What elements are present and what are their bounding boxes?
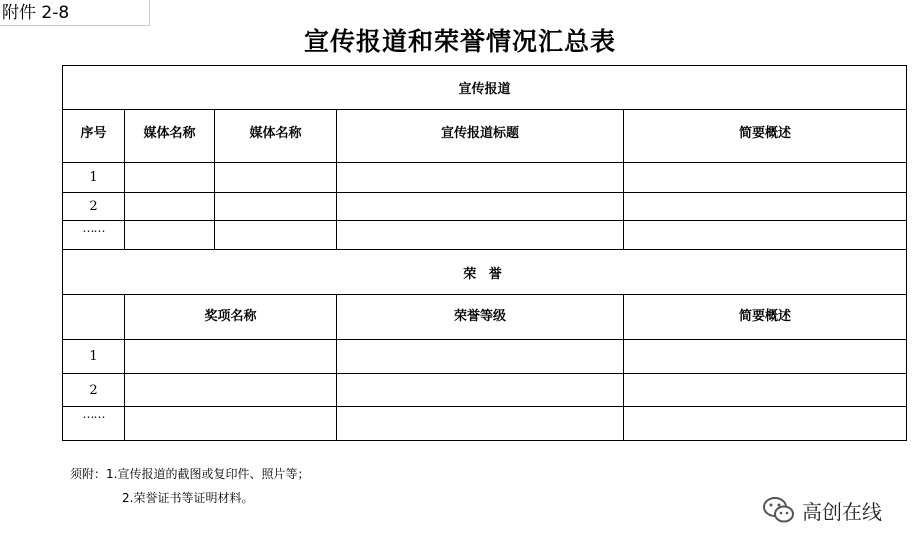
table-row: [63, 163, 907, 193]
table-cell[interactable]: [125, 407, 337, 441]
table-cell[interactable]: [624, 407, 907, 441]
row-number: 1: [63, 163, 125, 193]
table-cell[interactable]: [125, 163, 215, 193]
table-cell[interactable]: [215, 163, 337, 193]
table-cell[interactable]: [624, 221, 907, 250]
row-number: 2: [63, 374, 125, 407]
table-row: [63, 407, 907, 441]
table-row: [63, 193, 907, 221]
table-cell[interactable]: [624, 163, 907, 193]
table-cell: [63, 295, 125, 340]
publicity-heading: 宣传报道: [63, 66, 907, 110]
page-title: 宣传报道和荣誉情况汇总表: [303, 27, 616, 56]
table-cell[interactable]: [125, 193, 215, 221]
table-cell[interactable]: [337, 163, 624, 193]
col-honor-level: 荣誉等级: [337, 295, 624, 340]
summary-table: [62, 65, 907, 441]
table-cell[interactable]: [337, 193, 624, 221]
notes: [70, 462, 309, 510]
publicity-header-row: [63, 110, 907, 163]
table-cell[interactable]: [215, 193, 337, 221]
table-cell[interactable]: [624, 374, 907, 407]
col-report-title: 宣传报道标题: [337, 110, 624, 163]
table-cell[interactable]: [125, 340, 337, 374]
table-row: [63, 374, 907, 407]
row-number: ……: [63, 221, 125, 250]
watermark-logo: [762, 494, 882, 526]
honors-header-row: [63, 295, 907, 340]
honors-heading: 荣 誉: [63, 250, 907, 295]
col-award-name: 奖项名称: [125, 295, 337, 340]
table-cell[interactable]: [624, 340, 907, 374]
table-cell[interactable]: [215, 221, 337, 250]
row-number: 2: [63, 193, 125, 221]
table-cell[interactable]: [125, 221, 215, 250]
table-cell[interactable]: [125, 374, 337, 407]
table-cell[interactable]: [337, 374, 624, 407]
publicity-section-row: [63, 66, 907, 110]
note-line-1: 须附：1.宣传报道的截图或复印件、照片等；: [70, 467, 310, 481]
table-cell[interactable]: [337, 407, 624, 441]
col-honor-summary: 简要概述: [624, 295, 907, 340]
table-row: [63, 221, 907, 250]
col-serial: 序号: [63, 110, 125, 163]
table-cell[interactable]: [624, 193, 907, 221]
col-summary: 简要概述: [624, 110, 907, 163]
table-cell[interactable]: [337, 221, 624, 250]
col-media-name-1: 媒体名称: [125, 110, 215, 163]
table-row: [63, 340, 907, 374]
col-media-name-2: 媒体名称: [215, 110, 337, 163]
watermark-text: 高创在线: [802, 499, 882, 524]
row-number: ……: [63, 407, 125, 441]
note-line-2: 2.荣誉证书等证明材料。: [122, 491, 254, 505]
attachment-label: 附件 2-8: [0, 0, 150, 26]
wechat-icon: [762, 495, 796, 525]
row-number: 1: [63, 340, 125, 374]
table-cell[interactable]: [337, 340, 624, 374]
honors-section-row: [63, 250, 907, 295]
